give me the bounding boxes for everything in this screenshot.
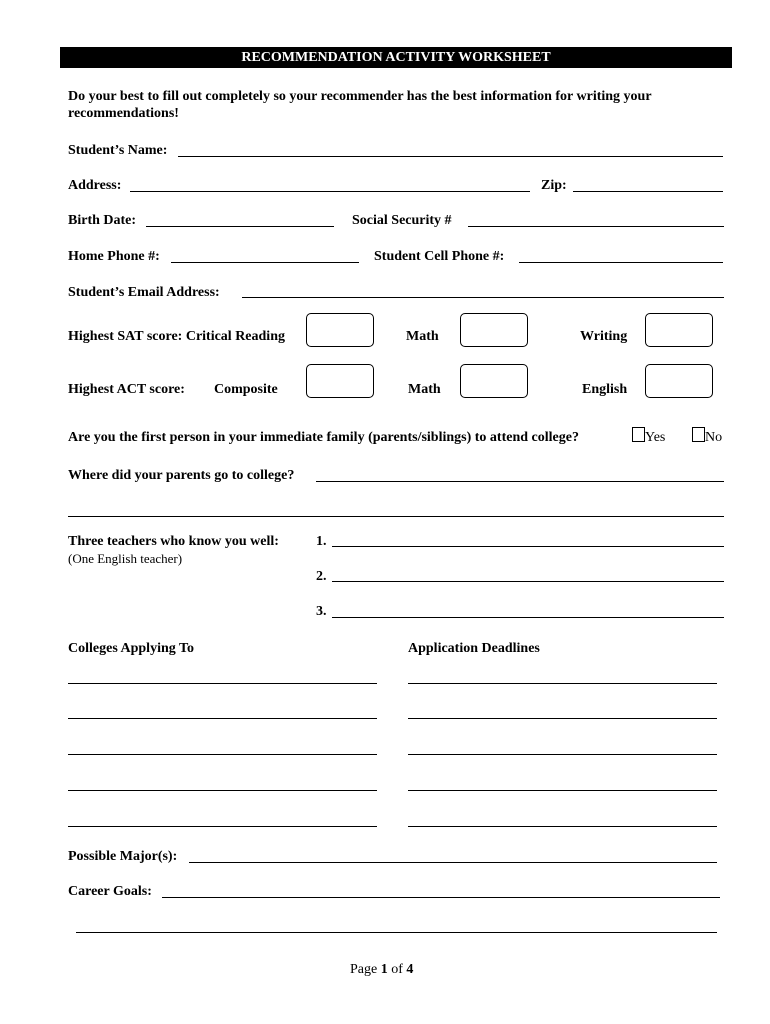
deadline-field-4[interactable]	[408, 790, 717, 791]
social-security-label: Social Security #	[352, 213, 452, 228]
worksheet-title: RECOMMENDATION ACTIVITY WORKSHEET	[60, 47, 732, 68]
first-gen-no-checkbox[interactable]	[692, 427, 705, 442]
teacher-number-2: 2.	[316, 569, 327, 584]
sat-writing-label: Writing	[580, 329, 628, 344]
deadline-field-5[interactable]	[408, 826, 717, 827]
act-math-label: Math	[408, 382, 441, 397]
teacher-3-field[interactable]	[332, 617, 724, 618]
first-gen-question: Are you the first person in your immediate family (parents/siblings) to attend college?	[68, 430, 579, 445]
home-phone-label: Home Phone #:	[68, 249, 160, 264]
parents-college-field[interactable]	[316, 481, 724, 482]
home-phone-field[interactable]	[171, 262, 359, 263]
deadline-field-1[interactable]	[408, 683, 717, 684]
college-field-2[interactable]	[68, 718, 377, 719]
zip-label: Zip:	[541, 178, 567, 193]
birth-date-field[interactable]	[146, 226, 334, 227]
deadline-field-3[interactable]	[408, 754, 717, 755]
act-english-box[interactable]	[645, 364, 713, 398]
parents-college-field-2[interactable]	[68, 516, 724, 517]
page-total: 4	[406, 962, 414, 977]
sat-label: Highest SAT score: Critical Reading	[68, 329, 285, 344]
birth-date-label: Birth Date:	[68, 213, 137, 228]
email-field[interactable]	[242, 297, 724, 298]
act-composite-box[interactable]	[306, 364, 374, 398]
college-field-3[interactable]	[68, 754, 377, 755]
career-field-2[interactable]	[76, 932, 717, 933]
zip-field[interactable]	[573, 191, 723, 192]
intro-line-2: recommendations!	[68, 106, 179, 121]
teacher-number-1: 1.	[316, 534, 327, 549]
teacher-1-field[interactable]	[332, 546, 724, 547]
parents-college-label: Where did your parents go to college?	[68, 468, 295, 483]
sat-math-box[interactable]	[460, 313, 528, 347]
college-field-1[interactable]	[68, 683, 377, 684]
address-label: Address:	[68, 178, 122, 193]
career-label: Career Goals:	[68, 884, 152, 899]
social-security-field[interactable]	[468, 226, 724, 227]
page-current: 1	[380, 962, 388, 977]
teacher-2-field[interactable]	[332, 581, 724, 582]
sat-math-label: Math	[406, 329, 439, 344]
first-gen-no-label: No	[705, 430, 723, 445]
cell-phone-field[interactable]	[519, 262, 723, 263]
sat-writing-box[interactable]	[645, 313, 713, 347]
major-label: Possible Major(s):	[68, 849, 178, 864]
colleges-header: Colleges Applying To	[68, 641, 195, 656]
deadlines-header: Application Deadlines	[408, 641, 540, 656]
first-gen-yes-label: Yes	[645, 430, 666, 445]
teachers-note: (One English teacher)	[68, 551, 183, 566]
first-gen-yes-checkbox[interactable]	[632, 427, 645, 442]
intro-line-1: Do your best to fill out completely so your recommender has the best information for writing your	[68, 89, 652, 104]
act-composite-label: Composite	[214, 382, 278, 397]
cell-phone-label: Student Cell Phone #:	[374, 249, 505, 264]
teacher-number-3: 3.	[316, 604, 327, 619]
college-field-5[interactable]	[68, 826, 377, 827]
student-name-field[interactable]	[178, 156, 723, 157]
teachers-label: Three teachers who know you well:	[68, 534, 279, 549]
major-field[interactable]	[189, 862, 717, 863]
career-field[interactable]	[162, 897, 720, 898]
address-field[interactable]	[130, 191, 530, 192]
email-label: Student’s Email Address:	[68, 285, 220, 300]
act-label: Highest ACT score:	[68, 382, 185, 397]
deadline-field-2[interactable]	[408, 718, 717, 719]
act-english-label: English	[582, 382, 628, 397]
sat-critical-reading-box[interactable]	[306, 313, 374, 347]
college-field-4[interactable]	[68, 790, 377, 791]
page-word: Page	[350, 962, 378, 977]
act-math-box[interactable]	[460, 364, 528, 398]
page-footer	[350, 962, 413, 978]
student-name-label: Student’s Name:	[68, 143, 168, 158]
page-of-word: of	[391, 962, 403, 977]
